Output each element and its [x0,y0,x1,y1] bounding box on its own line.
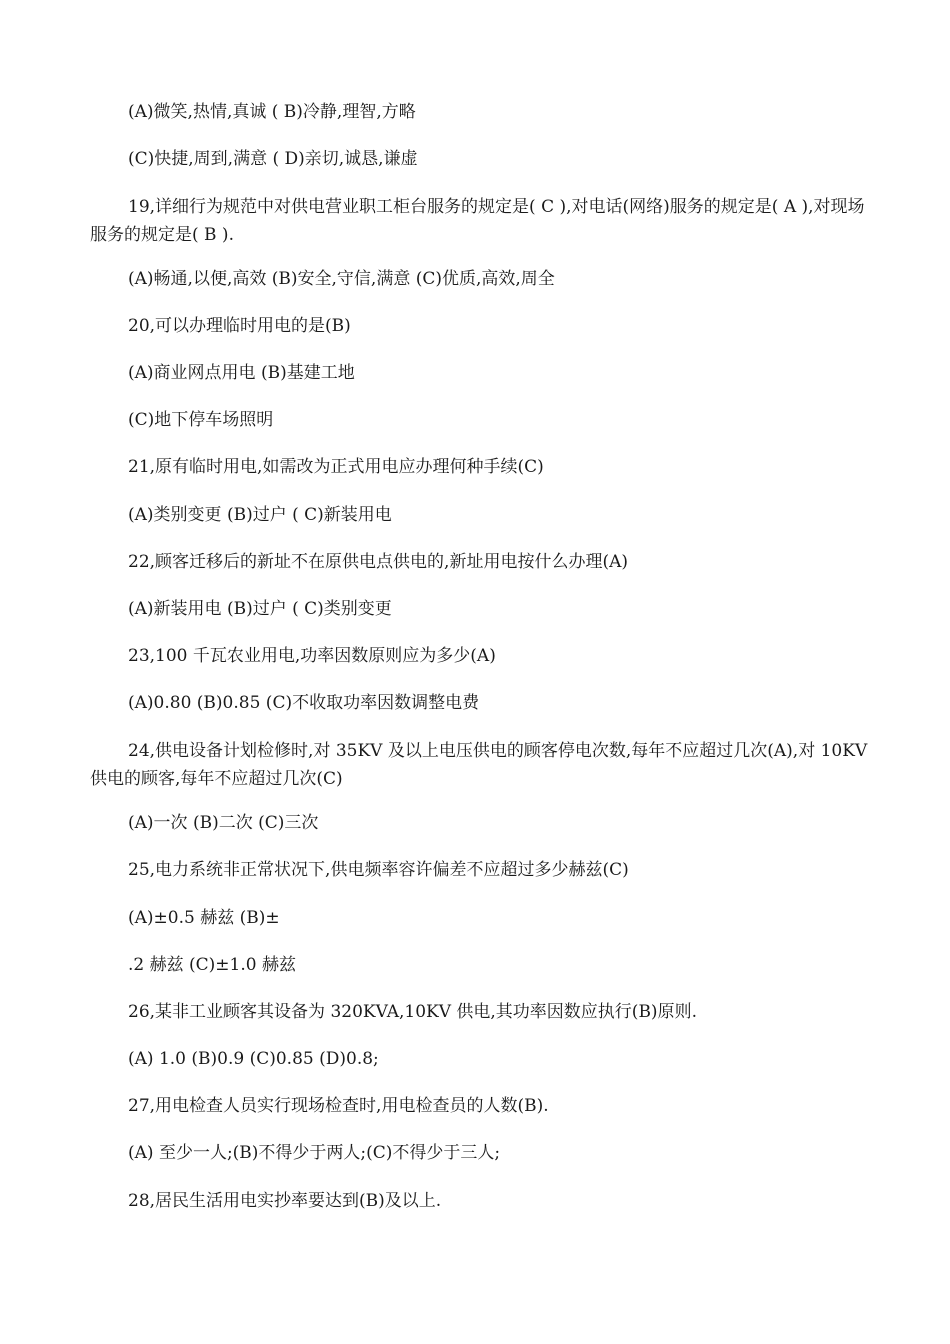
question-19: 19,详细行为规范中对供电营业职工柜台服务的规定是( C ),对电话(网络)服务的规定是( A ),对现场服务的规定是( B ). [90,197,865,245]
question-26: 26,某非工业顾客其设备为 320KVA,10KV 供电,其功率因数应执行(B)原则. [128,1002,697,1022]
question-24: 24,供电设备计划检修时,对 35KV 及以上电压供电的顾客停电次数,每年不应超过几次(A),对 10KV 供电的顾客,每年不应超过几次(C) [90,741,873,789]
option-line: (A)类别变更 (B)过户 ( C)新装用电 [128,505,392,525]
option-line: (A)±0.5 赫兹 (B)± [128,908,280,928]
question-28: 28,居民生活用电实抄率要达到(B)及以上. [128,1191,442,1211]
option-line: .2 赫兹 (C)±1.0 赫兹 [128,955,296,975]
option-line: (A)畅通,以便,高效 (B)安全,守信,满意 (C)优质,高效,周全 [128,269,555,289]
option-line: (A)商业网点用电 (B)基建工地 [128,363,355,383]
option-line: (A)一次 (B)二次 (C)三次 [128,813,319,833]
question-21: 21,原有临时用电,如需改为正式用电应办理何种手续(C) [128,457,544,477]
option-line: (C)地下停车场照明 [128,410,274,430]
option-line: (A) 1.0 (B)0.9 (C)0.85 (D)0.8; [128,1049,379,1069]
option-line: (A)新装用电 (B)过户 ( C)类别变更 [128,599,392,619]
option-line: (A)0.80 (B)0.85 (C)不收取功率因数调整电费 [128,693,480,713]
question-23: 23,100 千瓦农业用电,功率因数原则应为多少(A) [128,646,496,666]
option-line: (A)微笑,热情,真诚 ( B)冷静,理智,方略 [128,102,416,122]
option-line: (C)快捷,周到,满意 ( D)亲切,诚恳,谦虚 [128,149,418,169]
question-22: 22,顾客迁移后的新址不在原供电点供电的,新址用电按什么办理(A) [128,552,628,572]
question-27: 27,用电检查人员实行现场检查时,用电检查员的人数(B). [128,1096,549,1116]
question-20: 20,可以办理临时用电的是(B) [128,316,351,336]
option-line: (A) 至少一人;(B)不得少于两人;(C)不得少于三人; [128,1143,501,1163]
question-25: 25,电力系统非正常状况下,供电频率容许偏差不应超过多少赫兹(C) [128,860,629,880]
